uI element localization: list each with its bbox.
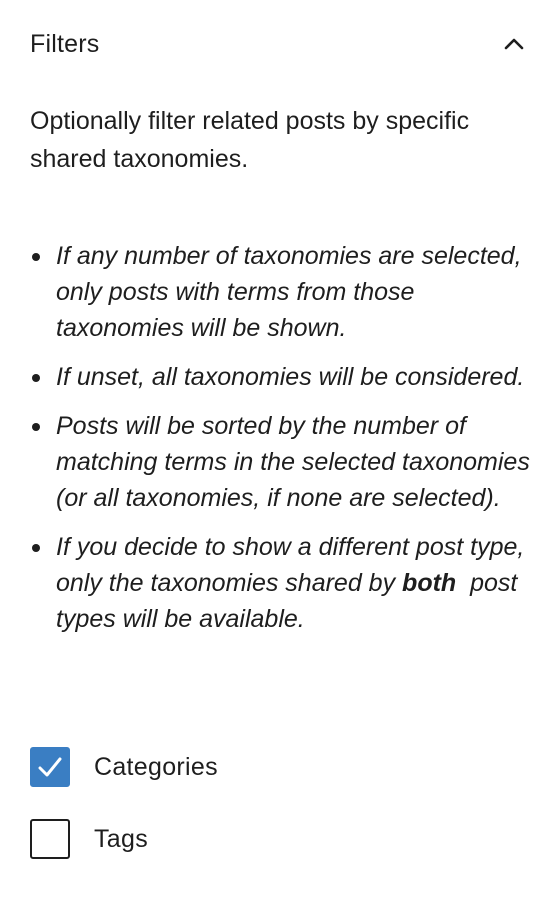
note-text: post types will be available. — [56, 569, 525, 633]
note-emphasis: both — [402, 569, 457, 597]
tags-checkbox[interactable] — [30, 819, 70, 859]
filters-notes-list — [30, 238, 534, 650]
note-item: Posts will be sorted by the number of matching terms in the selected taxonomies (or all taxonomies, if none are selected). — [30, 408, 534, 516]
taxonomy-option-categories[interactable] — [30, 747, 218, 787]
panel-title: Filters — [30, 29, 100, 58]
checkmark-icon — [36, 753, 64, 781]
chevron-up-icon[interactable] — [500, 30, 528, 58]
note-text: If you decide to show a different post type, only the taxonomies shared by — [56, 533, 525, 597]
tags-label: Tags — [94, 824, 149, 853]
note-item: If any number of taxonomies are selected, only posts with terms from those taxonomies will be shown. — [30, 238, 534, 346]
filters-description: Optionally filter related posts by specific shared taxonomies. — [30, 107, 470, 173]
taxonomy-option-tags[interactable] — [30, 819, 148, 859]
categories-checkbox[interactable] — [30, 747, 70, 787]
note-item: If unset, all taxonomies will be considered. — [30, 359, 534, 395]
note-item — [30, 529, 534, 637]
filters-panel-toggle[interactable] — [30, 22, 524, 66]
categories-label: Categories — [94, 752, 218, 781]
